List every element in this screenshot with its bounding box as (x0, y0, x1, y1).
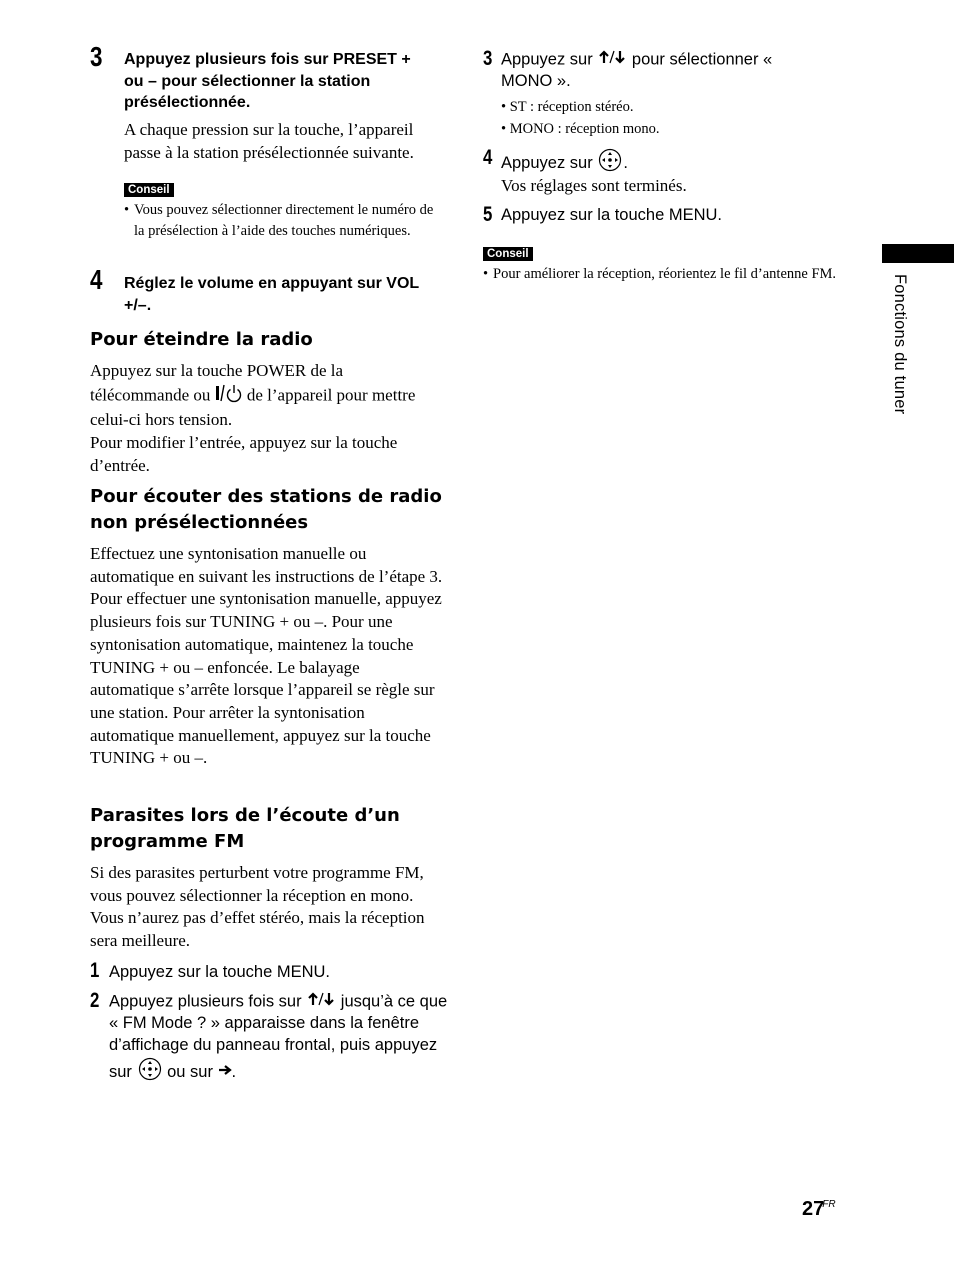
section-heading-non-preset: Pour écouter des stations de radio non présélectionnées (90, 486, 442, 533)
fm-step-2-a: Appuyez plusieurs fois sur (109, 992, 307, 1011)
tip-text: Vous pouvez sélectionner directement le numéro de la présélection à l’aide des touches numériques. (134, 202, 434, 239)
step-3-title: Appuyez plusieurs fois sur PRESET + ou – pour sélectionner la station présélectionnée. (124, 51, 411, 111)
option-mono (501, 119, 801, 141)
tip-note-2 (483, 264, 843, 285)
right-step-5-number: 5 (483, 203, 493, 226)
tip-bullet: • (124, 202, 130, 218)
right-step-3-b: pour sélectionner « MONO ». (501, 50, 773, 91)
tip-note (124, 200, 446, 241)
right-step-3-a: Appuyez sur (501, 50, 598, 69)
radio-off-text-a: Appuyez sur la touche POWER de la télécommande ou (90, 361, 344, 404)
section-non-preset-body (90, 543, 446, 770)
fm-step-2-d: . (231, 1062, 237, 1081)
fm-step-2-text (109, 991, 449, 1087)
option-st (501, 97, 801, 119)
non-preset-p1: Effectuez une syntonisation manuelle ou automatique en suivant les instructions de l’étape 3. (90, 544, 443, 586)
non-preset-p2: Pour effectuer une syntonisation manuelle, appuyez plusieurs fois sur TUNING + ou –. Pour une syntonisation automatique, maintenez la touche TUNING + ou – enfoncée. Le balayage automatique s’arrête lorsque l’appareil se règle sur une station. Pour arrêter la syntonisation automatique manuellement, appuyez sur la touche TUNING + ou –. (90, 589, 442, 768)
enter-button-icon (137, 1057, 163, 1088)
fm-step-2-b: jusqu’à ce que « FM Mode ? » apparaisse dans la fenêtre d’affichage du panneau frontal, puis appuyez sur (109, 992, 448, 1081)
fm-step-1-text: Appuyez sur la touche MENU. (109, 963, 331, 981)
right-step-5-text: Appuyez sur la touche MENU. (501, 206, 723, 224)
step-4-number: 4 (90, 264, 103, 295)
option-st-bullet: • (501, 99, 507, 115)
fm-step-2-number: 2 (90, 989, 100, 1012)
tip-text-2: Pour améliorer la réception, réorientez le fil d’antenne FM. (493, 266, 837, 282)
option-st-text: ST : réception stéréo. (509, 99, 634, 115)
section-radio-off-body (90, 360, 446, 478)
option-mono-bullet: • (501, 120, 507, 137)
up-down-arrow-icon (306, 991, 336, 1013)
section-tab-marker (882, 244, 954, 263)
right-step-4-body: Vos réglages sont terminés. (501, 176, 687, 195)
radio-off-text-p2: Pour modifier l’entrée, appuyez sur la touche d’entrée. (90, 433, 398, 475)
section-tab-label: Fonctions du tuner (891, 274, 909, 415)
up-down-arrow-icon (597, 49, 627, 71)
tip-badge-2 (483, 244, 533, 262)
tip-bullet-2: • (483, 266, 489, 282)
step-3-number: 3 (90, 41, 103, 72)
page-number (802, 1198, 838, 1221)
page-number-value: 27 (802, 1198, 825, 1220)
page-number-suffix: FR (822, 1199, 836, 1210)
section-heading-radio-off: Pour éteindre la radio (90, 329, 313, 350)
right-step-4-number: 4 (483, 146, 493, 169)
mono-options (501, 97, 801, 141)
right-step-4-b: . (623, 153, 628, 172)
step-3-body: A chaque pression sur la touche, l’appareil passe à la station présélectionnée suivante. (124, 120, 414, 162)
right-step-3-number: 3 (483, 47, 493, 70)
right-step-3-text (501, 49, 781, 93)
section-heading-fm-noise: Parasites lors de l’écoute d’un programme FM (90, 805, 400, 852)
fm-step-1-number: 1 (90, 959, 100, 982)
section-fm-noise-body: Si des parasites perturbent votre programme FM, vous pouvez sélectionner la réception en mono. Vous n’aurez pas d’effet stéréo, mais la réception sera meilleure. (90, 863, 425, 951)
tip-badge (124, 180, 174, 198)
right-arrow-icon (218, 1061, 232, 1083)
power-icon (215, 383, 243, 410)
tip-label-2: Conseil (483, 247, 533, 261)
option-mono-text: MONO : réception mono. (509, 120, 660, 137)
step-4-title: Réglez le volume en appuyant sur VOL +/–. (124, 275, 419, 314)
fm-step-2-c: ou sur (162, 1062, 218, 1081)
right-step-4-a: Appuyez sur (501, 153, 598, 172)
tip-label: Conseil (124, 183, 174, 197)
radio-off-text-b: de l’appareil pour mettre celui-ci hors tension. (90, 384, 416, 430)
